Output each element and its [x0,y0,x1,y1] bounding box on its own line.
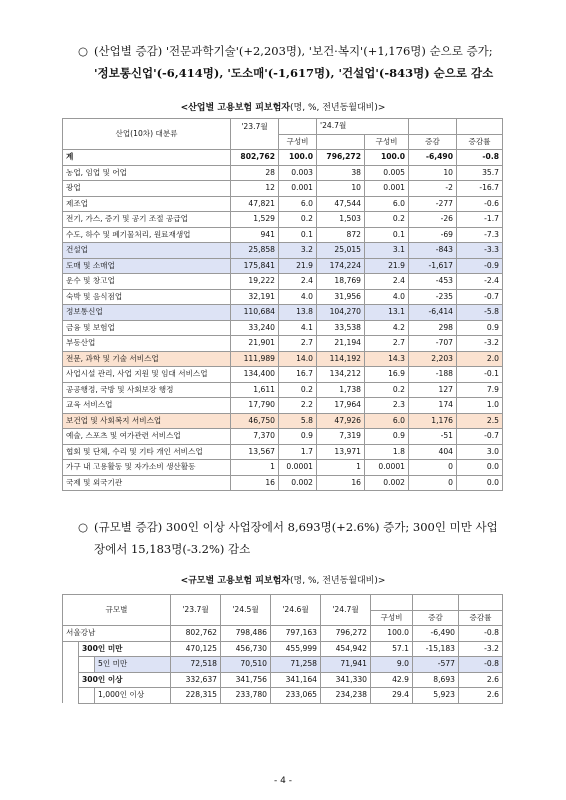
industry-row-label: 운수 및 창고업 [63,274,231,290]
industry-cell: 872 [317,227,365,243]
industry-cell: 0.2 [279,382,317,398]
industry-row-label: 계 [63,150,231,166]
industry-cell: 21,194 [317,336,365,352]
industry-cell: 47,544 [317,196,365,212]
industry-cell: 104,270 [317,305,365,321]
industry-row-label: 협회 및 단체, 수리 및 기타 개인 서비스업 [63,444,231,460]
size-row-label: 서울강남 [63,626,171,642]
size-cell: 29.4 [371,688,413,704]
industry-cell: -2.4 [457,274,503,290]
industry-cell: 2.3 [365,398,409,414]
industry-row-label: 교육 서비스업 [63,398,231,414]
size-cell: 57.1 [371,641,413,657]
size-cell: 341,164 [271,672,321,688]
industry-row [63,460,503,476]
industry-row [63,181,503,197]
industry-cell: 13.8 [279,305,317,321]
industry-cell: 802,762 [231,150,279,166]
industry-cell: -7.3 [457,227,503,243]
industry-cell: -0.9 [457,258,503,274]
industry-cell: 6.0 [279,196,317,212]
industry-cell: 47,821 [231,196,279,212]
industry-cell: 2.0 [457,351,503,367]
size-caption-title: <규모별 고용보험 피보험자 [180,576,291,586]
industry-caption-unit: (명, %, 전년동월대비)> [290,103,386,113]
industry-cell: 6.0 [365,413,409,429]
industry-col-blank4 [231,134,279,150]
industry-cell: 3.0 [457,444,503,460]
industry-cell: -1.7 [457,212,503,228]
size-cell: 455,999 [271,641,321,657]
industry-cell: 4.1 [279,320,317,336]
industry-cell: 33,240 [231,320,279,336]
industry-cell: 3.1 [365,243,409,259]
industry-cell: 404 [409,444,457,460]
industry-col-share1: 구성비 [279,134,317,150]
size-cell: 470,125 [171,641,221,657]
industry-cell: 796,272 [317,150,365,166]
industry-cell: 134,212 [317,367,365,383]
industry-cell: 2.7 [279,336,317,352]
industry-row [63,351,503,367]
industry-cell: 7,370 [231,429,279,445]
industry-cell: 46,750 [231,413,279,429]
size-col-blank1 [371,595,413,611]
industry-cell: 7,319 [317,429,365,445]
size-cell: 332,637 [171,672,221,688]
industry-row-label: 전기, 가스, 증기 및 공기 조절 공급업 [63,212,231,228]
industry-cell: 16.7 [279,367,317,383]
size-summary-text1: (규모별 증감) 300인 이상 사업장에서 8,693명(+2.6%) 증가; 300인 미만 사업 [94,520,498,534]
industry-cell: 47,926 [317,413,365,429]
industry-cell: 0.001 [279,181,317,197]
industry-cell: 18,769 [317,274,365,290]
size-cell: -3.2 [459,641,503,657]
industry-cell: 0.1 [365,227,409,243]
size-cell: 341,756 [221,672,271,688]
size-cell: -577 [413,657,459,673]
size-cell: 233,065 [271,688,321,704]
industry-cell: 1,503 [317,212,365,228]
industry-col-change: 증감 [409,134,457,150]
size-col-change: 증감 [413,610,459,626]
industry-row-label: 사업시설 관리, 사업 지원 및 임대 서비스업 [63,367,231,383]
size-cell: 71,941 [321,657,371,673]
industry-row [63,274,503,290]
industry-col-category: 산업(10차) 대분류 [63,119,231,150]
industry-cell: -16.7 [457,181,503,197]
size-summary-line2: 장에서 15,183명(-3.2%) 감소 [94,542,251,556]
size-row-under300 [63,641,503,657]
size-cell: 234,238 [321,688,371,704]
size-row-label: 300인 이상 [79,672,171,688]
industry-col-p2: '24.7월 [317,119,409,135]
industry-cell: 0.003 [279,165,317,181]
industry-cell: 2.2 [279,398,317,414]
industry-row-label: 숙박 및 음식점업 [63,289,231,305]
industry-cell: 110,684 [231,305,279,321]
size-cell: -6,490 [413,626,459,642]
industry-cell: -2 [409,181,457,197]
size-col-rate: 증감률 [459,610,503,626]
industry-cell: 7.9 [457,382,503,398]
size-cell: 456,730 [221,641,271,657]
industry-cell: -51 [409,429,457,445]
industry-col-p1: '23.7월 [231,119,279,135]
industry-cell: -3.2 [457,336,503,352]
size-indent-cell [79,657,95,673]
industry-row [63,258,503,274]
industry-col-blank [279,119,317,135]
industry-cell: -843 [409,243,457,259]
industry-row-label: 보건업 및 사회복지 서비스업 [63,413,231,429]
industry-row [63,382,503,398]
industry-cell: 17,964 [317,398,365,414]
industry-cell: 0.0 [457,460,503,476]
industry-table-caption [0,100,566,113]
industry-cell: 32,191 [231,289,279,305]
industry-cell: 25,858 [231,243,279,259]
industry-row-label: 정보통신업 [63,305,231,321]
industry-cell: -0.7 [457,289,503,305]
industry-cell: -0.8 [457,150,503,166]
industry-col-blank5 [317,134,365,150]
industry-cell: 134,400 [231,367,279,383]
industry-cell: 1,611 [231,382,279,398]
industry-cell: 14.0 [279,351,317,367]
size-row-over300 [63,672,503,688]
size-col-blank2 [413,595,459,611]
industry-cell: 4.0 [365,289,409,305]
size-row-total [63,626,503,642]
size-cell: 42.9 [371,672,413,688]
industry-caption-title: <산업별 고용보험 피보험자 [180,103,291,113]
size-cell: -0.8 [459,657,503,673]
industry-cell: -0.6 [457,196,503,212]
industry-row [63,413,503,429]
industry-cell: 38 [317,165,365,181]
size-cell: 797,163 [271,626,321,642]
industry-cell: 10 [409,165,457,181]
size-row-over1000 [63,688,503,704]
industry-cell: 35.7 [457,165,503,181]
industry-cell: 5.8 [279,413,317,429]
industry-cell: 127 [409,382,457,398]
industry-cell: -188 [409,367,457,383]
industry-cell: 21.9 [365,258,409,274]
size-indent-cell [63,641,79,703]
size-cell: 796,272 [321,626,371,642]
size-cell: 8,693 [413,672,459,688]
industry-cell: 2.5 [457,413,503,429]
industry-row-label: 국제 및 외국기관 [63,475,231,491]
industry-cell: 14.3 [365,351,409,367]
size-cell: -15,183 [413,641,459,657]
industry-cell: -235 [409,289,457,305]
industry-cell: 19,222 [231,274,279,290]
size-col-share: 구성비 [371,610,413,626]
industry-cell: 16.9 [365,367,409,383]
industry-col-rate: 증감률 [457,134,503,150]
size-cell: 798,486 [221,626,271,642]
industry-cell: 1.8 [365,444,409,460]
industry-cell: 0.0001 [365,460,409,476]
industry-cell: -277 [409,196,457,212]
industry-cell: 13,971 [317,444,365,460]
industry-cell: 298 [409,320,457,336]
industry-row [63,429,503,445]
industry-cell: 1.0 [457,398,503,414]
size-col-p4: '24.7월 [321,595,371,626]
industry-row [63,289,503,305]
industry-cell: 941 [231,227,279,243]
industry-cell: -26 [409,212,457,228]
industry-cell: 0.005 [365,165,409,181]
industry-cell: -1,617 [409,258,457,274]
circle-bullet-icon: ○ [78,44,89,58]
industry-cell: 1,529 [231,212,279,228]
industry-row-label: 수도, 하수 및 폐기물처리, 원료재생업 [63,227,231,243]
industry-cell: 2.7 [365,336,409,352]
industry-table [62,118,503,491]
industry-cell: 111,989 [231,351,279,367]
industry-cell: 0.002 [279,475,317,491]
industry-cell: -0.1 [457,367,503,383]
industry-cell: 10 [317,181,365,197]
page-number: - 4 - [274,776,292,786]
industry-cell: 0.9 [457,320,503,336]
industry-cell: 100.0 [279,150,317,166]
industry-cell: 100.0 [365,150,409,166]
industry-cell: 2.4 [365,274,409,290]
size-cell: 2.6 [459,672,503,688]
size-cell: 228,315 [171,688,221,704]
size-col-p2: '24.5월 [221,595,271,626]
size-header-row [63,595,503,611]
industry-summary-line2: '정보통신업'(-6,414명), '도소매'(-1,617명), '건설업'(-843명) 순으로 감소 [94,66,494,80]
size-cell: 100.0 [371,626,413,642]
industry-cell: 6.0 [365,196,409,212]
industry-row [63,212,503,228]
industry-cell: 0.0001 [279,460,317,476]
size-cell: 5,923 [413,688,459,704]
industry-cell: 12 [231,181,279,197]
industry-cell: 174,224 [317,258,365,274]
industry-row-label: 제조업 [63,196,231,212]
industry-cell: 0 [409,460,457,476]
industry-cell: 1,176 [409,413,457,429]
industry-cell: 1 [317,460,365,476]
industry-cell: 1 [231,460,279,476]
industry-row-label: 예술, 스포츠 및 여가관련 서비스업 [63,429,231,445]
industry-cell: 21.9 [279,258,317,274]
industry-summary-line1 [78,40,518,62]
industry-cell: 0.2 [365,382,409,398]
industry-row [63,150,503,166]
industry-row-label: 건설업 [63,243,231,259]
size-cell: 72,518 [171,657,221,673]
industry-row-label: 부동산업 [63,336,231,352]
size-row-label: 300인 미만 [79,641,171,657]
industry-row [63,398,503,414]
industry-cell: 2,203 [409,351,457,367]
size-cell: 9.0 [371,657,413,673]
industry-cell: 0.2 [365,212,409,228]
size-cell: 2.6 [459,688,503,704]
size-row-label: 5인 미만 [95,657,171,673]
size-cell: 341,330 [321,672,371,688]
industry-row [63,243,503,259]
size-table [62,594,503,704]
industry-row [63,165,503,181]
industry-cell: -5.8 [457,305,503,321]
industry-summary-paragraph [78,40,518,84]
industry-cell: 0.9 [365,429,409,445]
size-cell: 454,942 [321,641,371,657]
size-row-label: 1,000인 이상 [95,688,171,704]
industry-row [63,305,503,321]
size-cell: -0.8 [459,626,503,642]
industry-row [63,320,503,336]
size-summary-line1 [78,516,518,538]
industry-cell: 13,567 [231,444,279,460]
industry-cell: 175,841 [231,258,279,274]
industry-cell: 28 [231,165,279,181]
industry-cell: 31,956 [317,289,365,305]
industry-cell: 1,738 [317,382,365,398]
industry-cell: 0.9 [279,429,317,445]
size-cell: 233,780 [221,688,271,704]
industry-cell: -69 [409,227,457,243]
industry-cell: -707 [409,336,457,352]
industry-cell: 0 [409,475,457,491]
industry-row-label: 농업, 임업 및 어업 [63,165,231,181]
industry-cell: 16 [231,475,279,491]
industry-row-label: 도매 및 소매업 [63,258,231,274]
industry-row [63,196,503,212]
industry-cell: 0.0 [457,475,503,491]
industry-row-label: 전문, 과학 및 기술 서비스업 [63,351,231,367]
industry-row-label: 가구 내 고용활동 및 자가소비 생산활동 [63,460,231,476]
size-row-under5 [63,657,503,673]
size-cell: 802,762 [171,626,221,642]
size-table-caption [0,573,566,586]
size-cell: 71,258 [271,657,321,673]
size-col-category: 규모별 [63,595,171,626]
industry-cell: -3.3 [457,243,503,259]
industry-cell: 0.002 [365,475,409,491]
industry-row-label: 광업 [63,181,231,197]
industry-row-label: 공공행정, 국방 및 사회보장 행정 [63,382,231,398]
size-col-blank3 [459,595,503,611]
industry-cell: 3.2 [279,243,317,259]
industry-cell: 0.001 [365,181,409,197]
industry-row-label: 금융 및 보험업 [63,320,231,336]
industry-cell: 174 [409,398,457,414]
industry-cell: 13.1 [365,305,409,321]
industry-cell: 4.0 [279,289,317,305]
industry-cell: 21,901 [231,336,279,352]
industry-cell: -453 [409,274,457,290]
industry-cell: 33,538 [317,320,365,336]
industry-header-row [63,119,503,135]
industry-cell: 0.1 [279,227,317,243]
industry-row [63,367,503,383]
industry-row [63,227,503,243]
industry-cell: -0.7 [457,429,503,445]
circle-bullet-icon: ○ [78,520,89,534]
industry-cell: -6,490 [409,150,457,166]
industry-cell: 0.2 [279,212,317,228]
industry-cell: 2.4 [279,274,317,290]
industry-summary-text1: (산업별 증감) '전문과학기술'(+2,203명), '보건·복지'(+1,176명) 순으로 증가; [94,44,493,58]
industry-cell: 17,790 [231,398,279,414]
size-summary-paragraph [78,516,518,560]
industry-cell: 114,192 [317,351,365,367]
industry-cell: 4.2 [365,320,409,336]
industry-cell: 16 [317,475,365,491]
industry-col-blank3 [457,119,503,135]
size-indent-cell [79,688,95,704]
industry-cell: 1.7 [279,444,317,460]
size-cell: 70,510 [221,657,271,673]
size-col-p3: '24.6월 [271,595,321,626]
industry-col-share2: 구성비 [365,134,409,150]
size-col-p1: '23.7월 [171,595,221,626]
industry-col-blank2 [409,119,457,135]
size-caption-unit: (명, %, 전년동월대비)> [290,576,386,586]
industry-row [63,475,503,491]
industry-cell: 25,015 [317,243,365,259]
industry-row [63,336,503,352]
industry-cell: -6,414 [409,305,457,321]
industry-row [63,444,503,460]
